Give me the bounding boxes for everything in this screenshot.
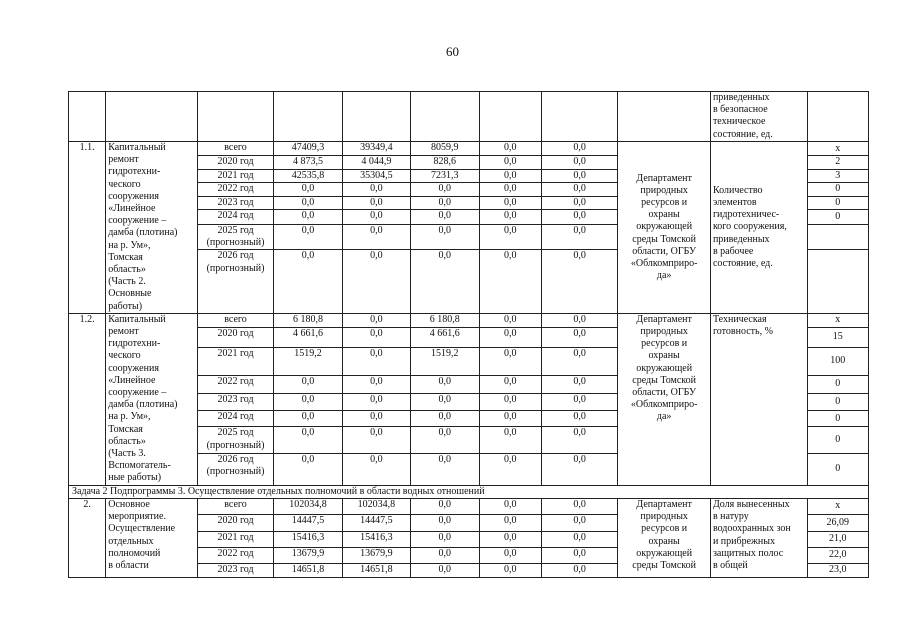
indicator-value: 0 — [807, 183, 868, 196]
amount-cell: 0,0 — [274, 376, 342, 393]
amount-cell: 0,0 — [541, 183, 617, 196]
indicator-value: 21,0 — [807, 531, 868, 547]
amount-cell: 0,0 — [411, 563, 479, 577]
amount-cell: 0,0 — [411, 514, 479, 531]
amount-cell: 0,0 — [479, 169, 541, 182]
amount-cell: 13679,9 — [274, 547, 342, 563]
amount-cell: 0,0 — [541, 196, 617, 209]
year-cell: 2024 год — [197, 410, 273, 426]
empty-cell — [411, 92, 479, 142]
year-cell: всего — [197, 313, 273, 327]
indicator-cell: Доля вынесенных в натуру водоохранных зон и прибрежных защитных полос в общей — [710, 498, 807, 577]
amount-cell: 0,0 — [479, 210, 541, 224]
amount-cell: 0,0 — [411, 427, 479, 454]
amount-cell: 0,0 — [479, 250, 541, 313]
amount-cell: 0,0 — [342, 427, 410, 454]
program-table — [68, 91, 869, 578]
indicator-value: 23,0 — [807, 563, 868, 577]
amount-cell: 0,0 — [342, 250, 410, 313]
amount-cell: 8059,9 — [411, 142, 479, 156]
year-cell: 2022 год — [197, 183, 273, 196]
amount-cell: 0,0 — [541, 547, 617, 563]
amount-cell: 0,0 — [411, 453, 479, 485]
amount-cell: 0,0 — [541, 156, 617, 169]
amount-cell: 0,0 — [541, 498, 617, 514]
indicator-value: x — [807, 498, 868, 514]
amount-cell: 0,0 — [274, 196, 342, 209]
amount-cell: 0,0 — [411, 410, 479, 426]
amount-cell: 4 873,5 — [274, 156, 342, 169]
amount-cell: 4 661,6 — [411, 328, 479, 347]
amount-cell: 0,0 — [541, 313, 617, 327]
amount-cell: 0,0 — [342, 410, 410, 426]
amount-cell: 0,0 — [342, 393, 410, 410]
empty-cell — [479, 92, 541, 142]
amount-cell: 0,0 — [411, 210, 479, 224]
amount-cell: 35304,5 — [342, 169, 410, 182]
empty-cell — [274, 92, 342, 142]
amount-cell: 0,0 — [479, 183, 541, 196]
indicator-value: 0 — [807, 210, 868, 224]
year-cell: 2020 год — [197, 156, 273, 169]
amount-cell: 0,0 — [411, 547, 479, 563]
amount-cell: 0,0 — [342, 224, 410, 250]
amount-cell: 0,0 — [274, 210, 342, 224]
amount-cell: 0,0 — [541, 142, 617, 156]
amount-cell: 39349,4 — [342, 142, 410, 156]
amount-cell: 47409,3 — [274, 142, 342, 156]
amount-cell: 0,0 — [479, 142, 541, 156]
year-cell: 2020 год — [197, 328, 273, 347]
amount-cell: 0,0 — [411, 196, 479, 209]
year-cell: 2026 год (прогнозный) — [197, 250, 273, 313]
amount-cell: 0,0 — [411, 531, 479, 547]
amount-cell: 13679,9 — [342, 547, 410, 563]
amount-cell: 0,0 — [411, 224, 479, 250]
year-cell: 2023 год — [197, 393, 273, 410]
indicator-value: 15 — [807, 328, 868, 347]
task-heading: Задача 2 Подпрограммы 3. Осуществление отдельных полномочий в области водных отношений — [69, 485, 869, 498]
table-row — [69, 92, 869, 142]
amount-cell: 102034,8 — [342, 498, 410, 514]
empty-cell — [807, 92, 868, 142]
amount-cell: 0,0 — [411, 498, 479, 514]
indicator-value: 100 — [807, 347, 868, 376]
amount-cell: 0,0 — [479, 563, 541, 577]
amount-cell: 0,0 — [541, 514, 617, 531]
amount-cell: 14651,8 — [342, 563, 410, 577]
indicator-value: 2 — [807, 156, 868, 169]
amount-cell: 0,0 — [411, 393, 479, 410]
year-cell: 2022 год — [197, 547, 273, 563]
amount-cell: 0,0 — [541, 563, 617, 577]
amount-cell: 0,0 — [479, 393, 541, 410]
year-cell: 2025 год (прогнозный) — [197, 427, 273, 454]
indicator-value: 0 — [807, 410, 868, 426]
indicator-cell: Техническая готовность, % — [710, 313, 807, 485]
amount-cell: 0,0 — [479, 427, 541, 454]
amount-cell: 0,0 — [342, 328, 410, 347]
table-body — [69, 92, 869, 578]
amount-cell: 14651,8 — [274, 563, 342, 577]
amount-cell: 7231,3 — [411, 169, 479, 182]
executor-cell: Департамент природных ресурсов и охраны окружающей среды Томской — [618, 498, 711, 577]
amount-cell: 1519,2 — [411, 347, 479, 376]
amount-cell: 0,0 — [541, 427, 617, 454]
amount-cell: 0,0 — [274, 427, 342, 454]
amount-cell: 0,0 — [274, 224, 342, 250]
amount-cell: 0,0 — [479, 531, 541, 547]
amount-cell: 0,0 — [342, 183, 410, 196]
year-cell: 2021 год — [197, 531, 273, 547]
indicator-value: x — [807, 313, 868, 327]
amount-cell: 0,0 — [479, 376, 541, 393]
amount-cell: 0,0 — [342, 376, 410, 393]
table-row — [69, 142, 869, 156]
amount-cell: 0,0 — [411, 376, 479, 393]
amount-cell: 0,0 — [541, 347, 617, 376]
amount-cell: 14447,5 — [342, 514, 410, 531]
empty-cell — [342, 92, 410, 142]
item-name: Основное мероприятие. Осуществление отдельных полномочий в области — [106, 498, 198, 577]
amount-cell: 0,0 — [479, 514, 541, 531]
empty-cell — [618, 92, 711, 142]
indicator-value: 22,0 — [807, 547, 868, 563]
amount-cell: 0,0 — [342, 313, 410, 327]
amount-cell: 0,0 — [479, 156, 541, 169]
amount-cell: 828,6 — [411, 156, 479, 169]
amount-cell: 0,0 — [541, 393, 617, 410]
table-row — [69, 313, 869, 327]
indicator-value: 0 — [807, 453, 868, 485]
amount-cell: 0,0 — [479, 224, 541, 250]
amount-cell: 0,0 — [541, 250, 617, 313]
amount-cell: 0,0 — [342, 453, 410, 485]
amount-cell: 4 661,6 — [274, 328, 342, 347]
indicator-value — [807, 224, 868, 250]
amount-cell: 0,0 — [479, 453, 541, 485]
item-number: 1.2. — [69, 313, 106, 485]
amount-cell: 15416,3 — [274, 531, 342, 547]
item-name: Капитальный ремонт гидротехни- ческого сооружения «Линейное сооружение – дамба (плотина) на р. Ум», Томская область» (Часть 3. Вспомогатель- ные работы) — [106, 313, 198, 485]
amount-cell: 0,0 — [541, 328, 617, 347]
indicator-cell: Количество элементов гидротехничес- кого сооружения, приведенных в рабочее состояние, ед. — [710, 142, 807, 314]
table-row — [69, 498, 869, 514]
amount-cell: 0,0 — [541, 376, 617, 393]
indicator-value: 0 — [807, 376, 868, 393]
amount-cell: 0,0 — [274, 250, 342, 313]
indicator-value: 0 — [807, 427, 868, 454]
year-cell: 2025 год (прогнозный) — [197, 224, 273, 250]
year-cell: 2023 год — [197, 196, 273, 209]
amount-cell: 14447,5 — [274, 514, 342, 531]
amount-cell: 0,0 — [479, 347, 541, 376]
year-cell: 2021 год — [197, 169, 273, 182]
year-cell: всего — [197, 498, 273, 514]
year-cell: 2024 год — [197, 210, 273, 224]
amount-cell: 0,0 — [411, 183, 479, 196]
amount-cell: 0,0 — [479, 196, 541, 209]
amount-cell: 0,0 — [274, 410, 342, 426]
amount-cell: 0,0 — [541, 224, 617, 250]
indicator-value: 0 — [807, 393, 868, 410]
amount-cell: 0,0 — [541, 210, 617, 224]
item-number: 1.1. — [69, 142, 106, 314]
amount-cell: 102034,8 — [274, 498, 342, 514]
amount-cell: 1519,2 — [274, 347, 342, 376]
amount-cell: 0,0 — [274, 453, 342, 485]
empty-cell — [197, 92, 273, 142]
amount-cell: 15416,3 — [342, 531, 410, 547]
indicator-value: 26,09 — [807, 514, 868, 531]
amount-cell: 0,0 — [541, 169, 617, 182]
empty-cell — [106, 92, 198, 142]
year-cell: 2022 год — [197, 376, 273, 393]
amount-cell: 0,0 — [479, 313, 541, 327]
year-cell: 2020 год — [197, 514, 273, 531]
amount-cell: 0,0 — [541, 531, 617, 547]
amount-cell: 0,0 — [479, 410, 541, 426]
year-cell: всего — [197, 142, 273, 156]
amount-cell: 0,0 — [541, 453, 617, 485]
executor-cell: Департамент природных ресурсов и охраны окружающей среды Томской области, ОГБУ «Облкомприро- да» — [618, 313, 711, 485]
indicator-value: x — [807, 142, 868, 156]
empty-cell — [69, 92, 106, 142]
amount-cell: 42535,8 — [274, 169, 342, 182]
indicator-value: 3 — [807, 169, 868, 182]
amount-cell: 0,0 — [479, 547, 541, 563]
item-number: 2. — [69, 498, 106, 577]
amount-cell: 0,0 — [274, 183, 342, 196]
empty-cell — [541, 92, 617, 142]
amount-cell: 0,0 — [479, 498, 541, 514]
indicator-value: 0 — [807, 196, 868, 209]
indicator-value — [807, 250, 868, 313]
page-number: 60 — [446, 44, 459, 59]
amount-cell: 0,0 — [342, 347, 410, 376]
item-name: Капитальный ремонт гидротехни- ческого сооружения «Линейное сооружение – дамба (плотина) на р. Ум», Томская область» (Часть 2. Основные работы) — [106, 142, 198, 314]
amount-cell: 6 180,8 — [411, 313, 479, 327]
amount-cell: 0,0 — [342, 196, 410, 209]
task-heading-row — [69, 485, 869, 498]
amount-cell: 0,0 — [411, 250, 479, 313]
executor-cell: Департамент природных ресурсов и охраны окружающей среды Томской области, ОГБУ «Облкомприро- да» — [618, 142, 711, 314]
amount-cell: 0,0 — [274, 393, 342, 410]
year-cell: 2026 год (прогнозный) — [197, 453, 273, 485]
amount-cell: 4 044,9 — [342, 156, 410, 169]
indicator-cell: приведенных в безопасное техническое состояние, ед. — [710, 92, 807, 142]
amount-cell: 0,0 — [479, 328, 541, 347]
amount-cell: 6 180,8 — [274, 313, 342, 327]
year-cell: 2023 год — [197, 563, 273, 577]
amount-cell: 0,0 — [342, 210, 410, 224]
amount-cell: 0,0 — [541, 410, 617, 426]
year-cell: 2021 год — [197, 347, 273, 376]
